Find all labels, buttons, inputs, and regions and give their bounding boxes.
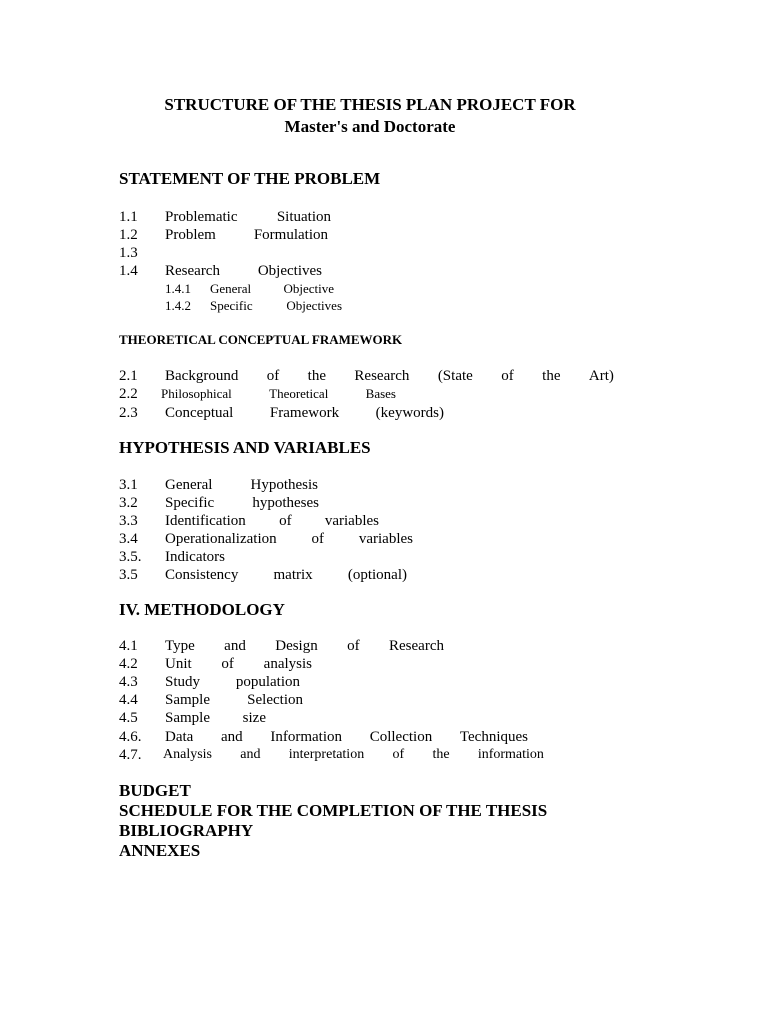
word: Bases (365, 386, 396, 401)
item-text (165, 262, 322, 280)
word: of (221, 656, 234, 672)
item-text (163, 746, 544, 764)
word: Sample (165, 692, 210, 708)
word: Research (389, 638, 444, 654)
item-number: 4.7. (119, 747, 142, 763)
item-number: 1.4.2 (165, 298, 191, 313)
item-text (165, 655, 312, 673)
item-text (165, 566, 407, 584)
item-text (165, 208, 331, 226)
item-number: 3.1 (119, 477, 138, 493)
list-item (119, 655, 312, 673)
word: of (279, 513, 292, 529)
item-number: 2.3 (119, 405, 138, 421)
list-item (119, 512, 379, 530)
item-text (165, 476, 318, 494)
word: Data (165, 729, 194, 745)
list-item (119, 208, 331, 226)
word: Selection (247, 692, 303, 708)
word: Background (165, 368, 239, 384)
word: variables (358, 531, 413, 547)
word: the (432, 747, 450, 762)
word: Techniques (459, 729, 528, 745)
item-text (210, 297, 342, 315)
word: variables (324, 513, 379, 529)
word: Specific (210, 298, 253, 313)
item-text (210, 280, 334, 298)
item-text (165, 637, 444, 655)
word: analysis (263, 656, 312, 672)
word: matrix (273, 567, 313, 583)
word: Problematic (165, 209, 238, 225)
list-item (119, 262, 322, 280)
item-number: 2.1 (119, 368, 138, 384)
item-text (165, 673, 300, 691)
item-number: 3.5 (119, 567, 138, 583)
section-heading-framework: THEORETICAL CONCEPTUAL FRAMEWORK (119, 332, 403, 347)
annexes-heading: ANNEXES (119, 841, 201, 860)
word: (keywords) (375, 405, 444, 421)
item-number: 3.5. (119, 549, 142, 565)
list-item (119, 530, 413, 548)
word: information (477, 747, 544, 762)
section-heading-problem: STATEMENT OF THE PROBLEM (119, 169, 381, 188)
word: of (501, 368, 514, 384)
list-item (119, 367, 614, 385)
word: Problem (165, 227, 216, 243)
item-number: 1.3 (119, 245, 138, 261)
item-text (165, 691, 303, 709)
word: size (242, 710, 266, 726)
word: of (347, 638, 360, 654)
list-item (119, 673, 300, 691)
item-text (165, 548, 225, 566)
list-item (119, 226, 328, 244)
word: of (266, 368, 280, 384)
document-subtitle: Master's and Doctorate (284, 117, 456, 136)
item-text (165, 226, 328, 244)
word: Indicators (165, 549, 225, 565)
budget-heading: BUDGET (119, 781, 191, 800)
item-number: 4.2 (119, 656, 138, 672)
list-item (119, 709, 266, 727)
item-number: 3.3 (119, 513, 138, 529)
word: of (392, 747, 405, 762)
word: Research (165, 263, 220, 279)
list-subitem (165, 297, 342, 315)
word: Objectives (286, 298, 342, 313)
word: Theoretical (269, 386, 329, 401)
word: Specific (165, 495, 215, 511)
word: the (307, 368, 326, 384)
item-text (161, 385, 396, 403)
item-text (165, 530, 413, 548)
word: interpretation (288, 747, 365, 762)
word: hypotheses (252, 495, 319, 511)
item-text (165, 709, 266, 727)
word: population (235, 674, 300, 690)
item-number: 2.2 (119, 386, 138, 402)
word: and (240, 747, 261, 762)
item-number: 1.2 (119, 227, 138, 243)
list-item (119, 244, 165, 262)
document-title: STRUCTURE OF THE THESIS PLAN PROJECT FOR (164, 95, 576, 114)
list-item (119, 404, 444, 422)
list-item (119, 691, 303, 709)
word: Analysis (163, 747, 212, 762)
item-number: 3.2 (119, 495, 138, 511)
word: General (165, 477, 213, 493)
list-subitem (165, 280, 334, 298)
item-text (165, 494, 319, 512)
word: Study (165, 674, 201, 690)
item-number: 4.3 (119, 674, 138, 690)
item-text (165, 512, 379, 530)
section-heading-hypothesis: HYPOTHESIS AND VARIABLES (119, 438, 371, 457)
item-number: 4.1 (119, 638, 138, 654)
item-number: 3.4 (119, 531, 138, 547)
list-item (119, 728, 528, 746)
word: Sample (165, 710, 210, 726)
list-item (119, 494, 319, 512)
word: Conceptual (165, 405, 234, 421)
word: Hypothesis (250, 477, 318, 493)
word: General (210, 281, 252, 296)
list-item (119, 548, 225, 566)
bibliography-heading: BIBLIOGRAPHY (119, 821, 254, 840)
word: Operationalization (165, 531, 277, 547)
item-number: 1.4 (119, 263, 138, 279)
list-item (119, 385, 396, 403)
word: of (311, 531, 324, 547)
word: Information (270, 729, 343, 745)
word: and (224, 638, 246, 654)
word: Philosophical (161, 386, 232, 401)
item-text (165, 728, 528, 746)
word: the (542, 368, 561, 384)
word: Art) (588, 368, 614, 384)
list-item (119, 637, 444, 655)
word: (State (437, 368, 473, 384)
word: Consistency (165, 567, 239, 583)
word: Objectives (257, 263, 322, 279)
list-item (119, 476, 318, 494)
item-number: 4.6. (119, 729, 142, 745)
word: Formulation (253, 227, 328, 243)
item-number: 4.5 (119, 710, 138, 726)
word: Identification (165, 513, 246, 529)
item-number: 1.4.1 (165, 281, 191, 296)
item-text (165, 404, 444, 422)
word: and (221, 729, 243, 745)
item-number: 4.4 (119, 692, 138, 708)
item-text (165, 367, 614, 385)
word: Collection (369, 729, 433, 745)
list-item (119, 566, 407, 584)
word: (optional) (347, 567, 407, 583)
word: Framework (269, 405, 340, 421)
word: Design (275, 638, 318, 654)
item-number: 1.1 (119, 209, 138, 225)
word: Unit (165, 656, 192, 672)
section-heading-methodology: IV. METHODOLOGY (119, 600, 285, 619)
schedule-heading: SCHEDULE FOR THE COMPLETION OF THE THESIS (119, 801, 548, 820)
word: Situation (276, 209, 331, 225)
word: Research (354, 368, 410, 384)
word: Objective (283, 281, 334, 296)
list-item (119, 746, 544, 764)
word: Type (165, 638, 195, 654)
